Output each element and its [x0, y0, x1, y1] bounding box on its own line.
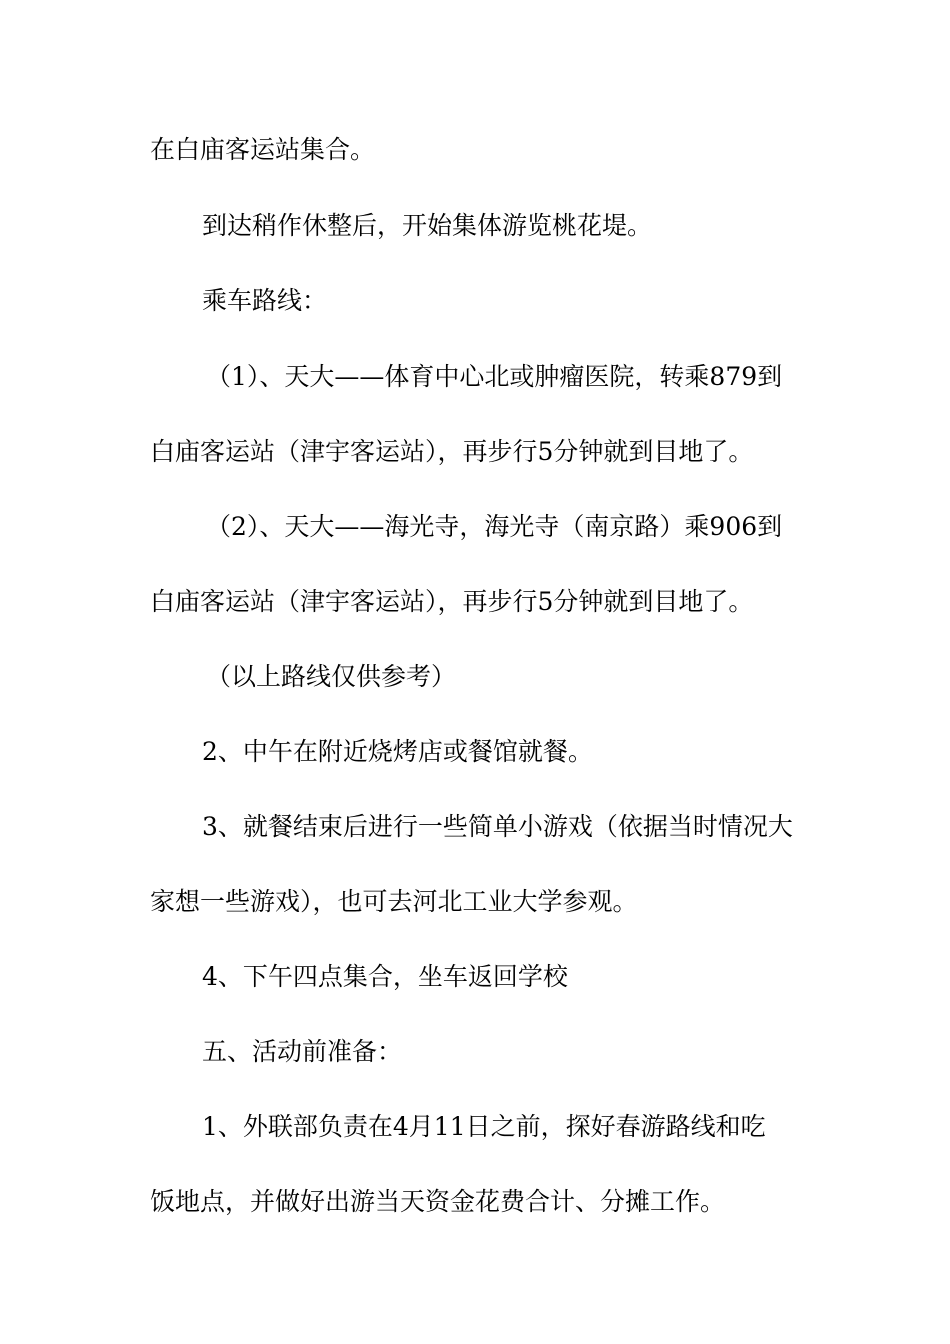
text-line-4: （1）、天大——体育中心北或肿瘤医院，转乘879到	[206, 362, 783, 391]
text-line-2: 到达稍作休整后，开始集体游览桃花堤。	[202, 211, 653, 240]
text-line-5: 白庙客运站（津宇客运站），再步行5分钟就到目地了。	[150, 437, 754, 466]
text-line-9: 2、中午在附近烧烤店或餐馆就餐。	[202, 737, 593, 766]
text-line-12: 4、下午四点集合，坐车返回学校	[202, 962, 568, 991]
text-line-7: 白庙客运站（津宇客运站），再步行5分钟就到目地了。	[150, 587, 754, 616]
text-line-13: 五、活动前准备：	[202, 1037, 403, 1066]
text-line-8: （以上路线仅供参考）	[206, 662, 457, 691]
text-line-14: 1、外联部负责在4月11日之前，探好春游路线和吃	[202, 1112, 766, 1141]
text-line-15: 饭地点，并做好出游当天资金花费合计、分摊工作。	[150, 1187, 726, 1216]
text-line-1: 在白庙客运站集合。	[150, 135, 376, 164]
text-line-10: 3、就餐结束后进行一些简单小游戏（依据当时情况大	[202, 812, 793, 841]
text-line-3: 乘车路线：	[202, 286, 328, 315]
text-line-6: （2）、天大——海光寺，海光寺（南京路）乘906到	[206, 512, 783, 541]
text-line-11: 家想一些游戏），也可去河北工业大学参观。	[150, 887, 638, 916]
